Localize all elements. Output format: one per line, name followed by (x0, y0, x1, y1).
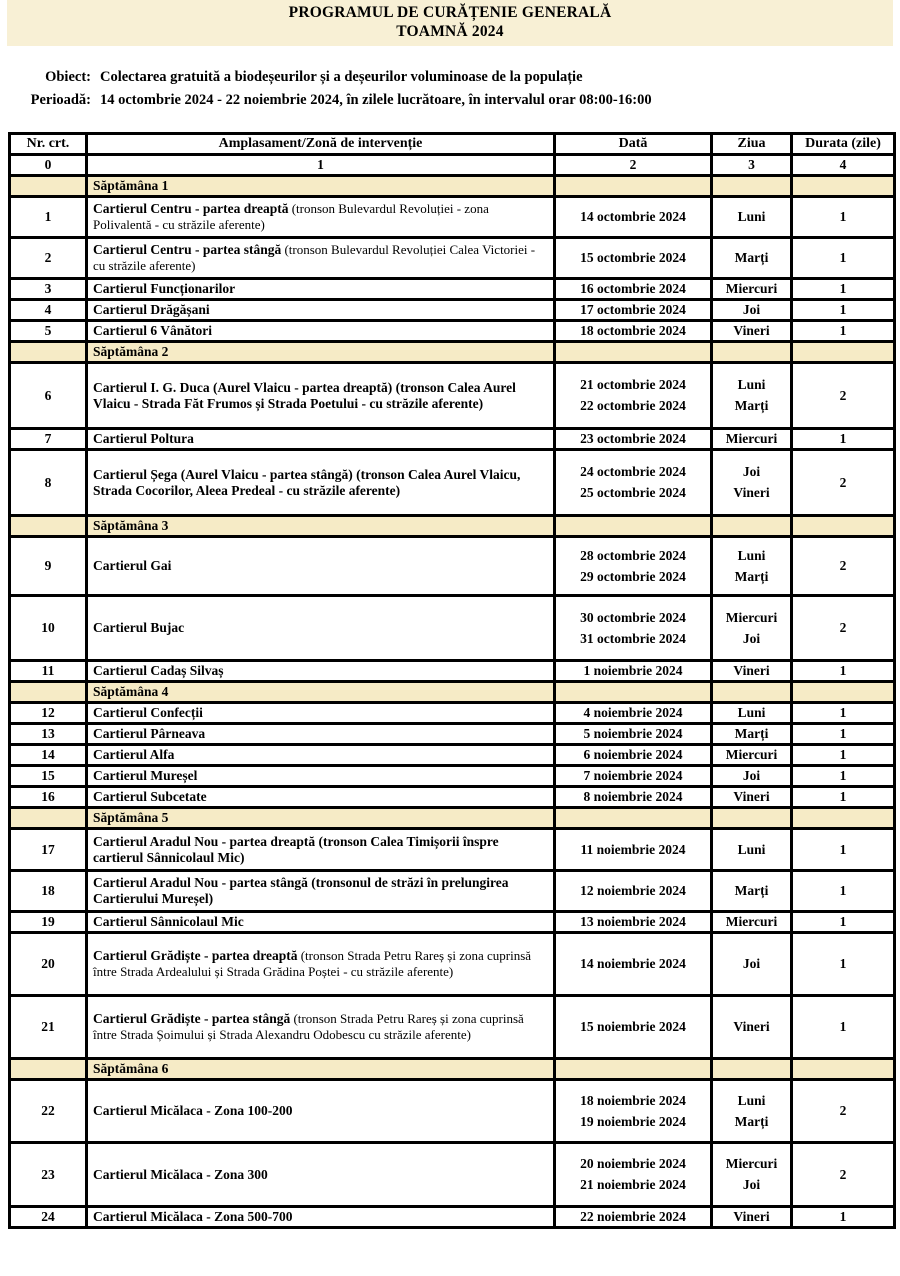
date-value: 22 noiembrie 2024 (580, 1209, 686, 1224)
date-value: 21 octombrie 2024 (580, 377, 686, 392)
row-days (712, 300, 792, 321)
row-days (712, 703, 792, 724)
row-number: 18 (10, 871, 87, 912)
day-value: Joi (742, 768, 761, 783)
schedule-row (10, 661, 895, 682)
schedule-row (10, 450, 895, 516)
date-value: 28 octombrie 2024 (580, 547, 686, 563)
row-amplasament (87, 787, 555, 808)
week-separator-row (10, 176, 895, 197)
date-value: 25 octombrie 2024 (580, 485, 686, 500)
zone-name: Cartierul Drăgășani (93, 302, 210, 317)
date-value: 18 octombrie 2024 (580, 323, 686, 338)
row-days (712, 745, 792, 766)
row-days (712, 238, 792, 279)
day-value: Miercuri (725, 747, 778, 762)
row-number: 11 (10, 661, 87, 682)
week-label: Săptămâna 4 (87, 682, 555, 703)
zone-name: Cartierul Subcetate (93, 789, 207, 804)
day-value: Vineri (733, 1019, 770, 1034)
week-cell-day (712, 808, 792, 829)
row-amplasament (87, 871, 555, 912)
week-cell-durata (792, 342, 895, 363)
row-days (712, 1207, 792, 1228)
row-days (712, 279, 792, 300)
row-number: 4 (10, 300, 87, 321)
row-dates (555, 933, 712, 996)
week-cell-day (712, 682, 792, 703)
zone-detail: (tronson Bulevardul Revoluției Calea Victoriei - cu străzile aferente) (93, 242, 536, 273)
schedule-row (10, 724, 895, 745)
schedule-row (10, 787, 895, 808)
schedule-row (10, 537, 895, 596)
schedule-row (10, 197, 895, 238)
row-number: 9 (10, 537, 87, 596)
schedule-table-body (10, 176, 895, 1228)
week-cell-date (555, 808, 712, 829)
row-amplasament (87, 703, 555, 724)
info-block (7, 66, 893, 112)
row-durata: 1 (792, 703, 895, 724)
row-dates (555, 363, 712, 429)
date-value: 24 octombrie 2024 (580, 464, 686, 479)
week-label: Săptămâna 2 (87, 342, 555, 363)
index-0: 0 (10, 155, 87, 176)
row-durata: 1 (792, 787, 895, 808)
row-amplasament (87, 933, 555, 996)
week-label: Săptămâna 5 (87, 808, 555, 829)
row-number: 21 (10, 996, 87, 1059)
week-label: Săptămâna 1 (87, 176, 555, 197)
zone-name: Cartierul Grădiște - partea stângă (93, 1011, 291, 1026)
zone-name: Cartierul Gai (93, 558, 172, 573)
row-dates (555, 279, 712, 300)
row-number: 19 (10, 912, 87, 933)
schedule-row (10, 596, 895, 661)
date-value: 30 octombrie 2024 (580, 609, 686, 625)
row-amplasament (87, 996, 555, 1059)
week-cell-date (555, 682, 712, 703)
row-dates (555, 724, 712, 745)
week-cell-day (712, 342, 792, 363)
week-cell-day (712, 1059, 792, 1080)
row-dates (555, 238, 712, 279)
row-days (712, 912, 792, 933)
row-amplasament (87, 661, 555, 682)
row-durata: 1 (792, 766, 895, 787)
row-days (712, 724, 792, 745)
week-cell-durata (792, 176, 895, 197)
schedule-row (10, 871, 895, 912)
row-number: 22 (10, 1080, 87, 1143)
date-value: 15 noiembrie 2024 (580, 1019, 686, 1034)
row-days (712, 363, 792, 429)
row-durata: 2 (792, 450, 895, 516)
zone-name: Cartierul Grădiște - partea dreaptă (93, 948, 298, 963)
date-value: 20 noiembrie 2024 (580, 1156, 686, 1171)
date-value: 12 noiembrie 2024 (580, 883, 686, 898)
date-value: 29 octombrie 2024 (580, 568, 686, 584)
week-cell-nr (10, 808, 87, 829)
zone-name: Cartierul Aradul Nou - partea dreaptă (tronson Calea Timișorii înspre cartierul Sânnicolaul Mic) (93, 833, 499, 865)
row-dates (555, 1207, 712, 1228)
day-value: Vineri (733, 1209, 770, 1224)
row-days (712, 1143, 792, 1207)
day-value: Vineri (733, 789, 770, 804)
row-durata: 1 (792, 871, 895, 912)
row-dates (555, 596, 712, 661)
row-amplasament (87, 1207, 555, 1228)
date-value: 14 octombrie 2024 (580, 209, 686, 224)
row-amplasament (87, 1080, 555, 1143)
index-2: 2 (555, 155, 712, 176)
zone-detail: (tronson Strada Petru Rareș și zona cuprinsă între Strada Ardealului și Strada Grădina Poștei - cu străzile aferente) (93, 948, 532, 979)
obiect-value: Colectarea gratuită a biodeșeurilor și a deșeurilor voluminoase de la populație (100, 69, 583, 85)
row-dates (555, 745, 712, 766)
index-1: 1 (87, 155, 555, 176)
week-label: Săptămâna 6 (87, 1059, 555, 1080)
row-amplasament (87, 363, 555, 429)
day-value: Miercuri (725, 281, 778, 296)
day-value: Miercuri (725, 609, 778, 625)
row-dates (555, 1143, 712, 1207)
row-number: 13 (10, 724, 87, 745)
row-number: 8 (10, 450, 87, 516)
zone-name: Cartierul Centru - partea stângă (93, 242, 282, 257)
zone-name: Cartierul Funcționarilor (93, 281, 236, 296)
row-number: 23 (10, 1143, 87, 1207)
date-value: 17 octombrie 2024 (580, 302, 686, 317)
header-durata: Durata (zile) (792, 134, 895, 155)
row-durata: 1 (792, 745, 895, 766)
zone-name: Cartierul Șega (Aurel Vlaicu - partea stângă) (tronson Calea Aurel Vlaicu, Strada Cocorilor, Aleea Predeal - cu străzile aferente) (93, 466, 521, 498)
schedule-row (10, 703, 895, 724)
zone-name: Cartierul Mureșel (93, 768, 198, 783)
week-cell-date (555, 1059, 712, 1080)
row-dates (555, 321, 712, 342)
week-cell-nr (10, 516, 87, 537)
perioada-row (7, 89, 893, 112)
row-days (712, 829, 792, 871)
week-cell-nr (10, 682, 87, 703)
date-value: 4 noiembrie 2024 (583, 705, 683, 720)
cleaning-schedule-table (8, 132, 896, 1229)
obiect-row (7, 66, 893, 89)
row-dates (555, 871, 712, 912)
day-value: Luni (737, 705, 766, 720)
date-value: 11 noiembrie 2024 (580, 841, 686, 857)
perioada-label: Perioadă: (30, 92, 91, 108)
schedule-row (10, 996, 895, 1059)
row-days (712, 197, 792, 238)
date-value: 5 noiembrie 2024 (583, 726, 683, 741)
day-value: Miercuri (725, 1156, 778, 1171)
week-cell-nr (10, 342, 87, 363)
date-value: 15 octombrie 2024 (580, 250, 686, 265)
zone-name: Cartierul Micălaca - Zona 500-700 (93, 1209, 293, 1224)
week-cell-date (555, 516, 712, 537)
day-value: Vineri (733, 485, 770, 500)
row-days (712, 661, 792, 682)
date-value: 16 octombrie 2024 (580, 281, 686, 296)
zone-detail: (tronson Bulevardul Revoluției - zona Polivalentă - cu străzile aferente) (93, 201, 489, 232)
zone-name: Cartierul Micălaca - Zona 100-200 (93, 1103, 293, 1118)
row-number: 16 (10, 787, 87, 808)
date-value: 1 noiembrie 2024 (583, 663, 683, 678)
row-durata: 1 (792, 321, 895, 342)
row-dates (555, 661, 712, 682)
row-amplasament (87, 766, 555, 787)
schedule-row (10, 238, 895, 279)
row-amplasament (87, 279, 555, 300)
zone-name: Cartierul Aradul Nou - partea stângă (tronsonul de străzi în prelungirea Cartierului Mureșel) (93, 875, 509, 906)
week-cell-day (712, 516, 792, 537)
row-durata: 1 (792, 912, 895, 933)
header-nr-crt: Nr. crt. (10, 134, 87, 155)
zone-name: Cartierul Sânnicolaul Mic (93, 914, 244, 929)
row-number: 17 (10, 829, 87, 871)
row-durata: 1 (792, 238, 895, 279)
date-value: 23 octombrie 2024 (580, 431, 686, 446)
row-dates (555, 300, 712, 321)
date-value: 14 noiembrie 2024 (580, 956, 686, 971)
row-durata: 1 (792, 429, 895, 450)
row-dates (555, 537, 712, 596)
date-value: 18 noiembrie 2024 (580, 1092, 686, 1108)
row-days (712, 766, 792, 787)
row-durata: 1 (792, 996, 895, 1059)
row-durata: 1 (792, 661, 895, 682)
index-3: 3 (712, 155, 792, 176)
row-number: 12 (10, 703, 87, 724)
row-dates (555, 766, 712, 787)
row-number: 6 (10, 363, 87, 429)
row-durata: 1 (792, 1207, 895, 1228)
row-amplasament (87, 596, 555, 661)
row-days (712, 996, 792, 1059)
row-amplasament (87, 429, 555, 450)
row-number: 15 (10, 766, 87, 787)
day-value: Joi (742, 464, 761, 479)
schedule-row (10, 745, 895, 766)
row-durata: 1 (792, 829, 895, 871)
schedule-row (10, 363, 895, 429)
row-amplasament (87, 829, 555, 871)
perioada-value: 14 octombrie 2024 - 22 noiembrie 2024, în zilele lucrătoare, în intervalul orar 08:00-16:00 (100, 92, 652, 108)
row-amplasament (87, 745, 555, 766)
date-value: 19 noiembrie 2024 (580, 1113, 686, 1129)
week-cell-durata (792, 1059, 895, 1080)
row-durata: 2 (792, 1143, 895, 1207)
row-durata: 2 (792, 363, 895, 429)
column-index-row (10, 155, 895, 176)
week-cell-date (555, 342, 712, 363)
header-amplasament: Amplasament/Zonă de intervenție (87, 134, 555, 155)
date-value: 22 octombrie 2024 (580, 398, 686, 413)
date-value: 8 noiembrie 2024 (583, 789, 683, 804)
week-separator-row (10, 342, 895, 363)
day-value: Luni (737, 209, 766, 224)
row-durata: 2 (792, 1080, 895, 1143)
zone-name: Cartierul Pârneava (93, 726, 206, 741)
row-dates (555, 429, 712, 450)
row-durata: 1 (792, 197, 895, 238)
zone-name: Cartierul Cadaș Silvaș (93, 663, 224, 678)
day-value: Miercuri (725, 914, 778, 929)
row-days (712, 933, 792, 996)
week-cell-durata (792, 808, 895, 829)
row-durata: 1 (792, 300, 895, 321)
schedule-row (10, 829, 895, 871)
zone-name: Cartierul Confecții (93, 705, 203, 720)
schedule-row (10, 1207, 895, 1228)
day-value: Luni (737, 547, 766, 563)
day-value: Luni (737, 377, 766, 392)
row-dates (555, 912, 712, 933)
row-days (712, 537, 792, 596)
day-value: Luni (737, 841, 766, 857)
row-number: 1 (10, 197, 87, 238)
row-durata: 1 (792, 279, 895, 300)
date-value: 13 noiembrie 2024 (580, 914, 686, 929)
row-number: 20 (10, 933, 87, 996)
row-number: 2 (10, 238, 87, 279)
week-cell-nr (10, 1059, 87, 1080)
row-amplasament (87, 1143, 555, 1207)
zone-name: Cartierul I. G. Duca (Aurel Vlaicu - partea dreaptă) (tronson Calea Aurel Vlaicu - Strada Făt Frumos și Strada Poetului - cu străzile aferente) (93, 379, 516, 411)
week-separator-row (10, 682, 895, 703)
day-value: Marți (734, 1113, 769, 1129)
row-dates (555, 829, 712, 871)
row-number: 14 (10, 745, 87, 766)
day-value: Marți (734, 883, 769, 898)
row-durata: 1 (792, 933, 895, 996)
title-band (7, 0, 893, 46)
date-value: 31 octombrie 2024 (580, 630, 686, 646)
schedule-row (10, 300, 895, 321)
week-separator-row (10, 1059, 895, 1080)
row-dates (555, 1080, 712, 1143)
row-number: 10 (10, 596, 87, 661)
week-separator-row (10, 808, 895, 829)
header-ziua: Ziua (712, 134, 792, 155)
week-cell-nr (10, 176, 87, 197)
day-value: Luni (737, 1092, 766, 1108)
row-dates (555, 996, 712, 1059)
day-value: Marți (734, 398, 769, 413)
index-4: 4 (792, 155, 895, 176)
row-amplasament (87, 197, 555, 238)
week-cell-day (712, 176, 792, 197)
row-number: 5 (10, 321, 87, 342)
day-value: Marți (734, 568, 769, 584)
day-value: Marți (734, 250, 769, 265)
row-amplasament (87, 537, 555, 596)
week-label: Săptămâna 3 (87, 516, 555, 537)
date-value: 7 noiembrie 2024 (583, 768, 683, 783)
schedule-row (10, 1080, 895, 1143)
document-title-line1: PROGRAMUL DE CURĂȚENIE GENERALĂ (288, 4, 612, 21)
schedule-row (10, 766, 895, 787)
day-value: Marți (734, 726, 769, 741)
zone-name: Cartierul 6 Vânători (93, 323, 212, 338)
schedule-row (10, 321, 895, 342)
table-header-row (10, 134, 895, 155)
row-number: 24 (10, 1207, 87, 1228)
zone-name: Cartierul Bujac (93, 620, 185, 635)
day-value: Vineri (733, 663, 770, 678)
zone-name: Cartierul Micălaca - Zona 300 (93, 1166, 268, 1182)
row-amplasament (87, 724, 555, 745)
row-days (712, 787, 792, 808)
row-durata: 1 (792, 724, 895, 745)
row-dates (555, 703, 712, 724)
row-days (712, 450, 792, 516)
schedule-row (10, 279, 895, 300)
week-cell-date (555, 176, 712, 197)
day-value: Joi (742, 630, 761, 646)
date-value: 6 noiembrie 2024 (583, 747, 683, 762)
row-amplasament (87, 321, 555, 342)
row-dates (555, 787, 712, 808)
row-days (712, 596, 792, 661)
zone-name: Cartierul Centru - partea dreaptă (93, 201, 289, 216)
date-value: 21 noiembrie 2024 (580, 1177, 686, 1192)
row-amplasament (87, 300, 555, 321)
row-durata: 2 (792, 537, 895, 596)
header-data: Dată (555, 134, 712, 155)
zone-name: Cartierul Poltura (93, 431, 194, 446)
day-value: Joi (742, 956, 761, 971)
week-cell-durata (792, 682, 895, 703)
day-value: Miercuri (725, 431, 778, 446)
schedule-row (10, 1143, 895, 1207)
row-days (712, 1080, 792, 1143)
schedule-row (10, 933, 895, 996)
week-separator-row (10, 516, 895, 537)
schedule-row (10, 429, 895, 450)
row-amplasament (87, 238, 555, 279)
row-number: 3 (10, 279, 87, 300)
schedule-row (10, 912, 895, 933)
day-value: Joi (742, 1177, 761, 1192)
day-value: Vineri (733, 323, 770, 338)
row-days (712, 429, 792, 450)
row-dates (555, 450, 712, 516)
row-amplasament (87, 450, 555, 516)
day-value: Joi (742, 302, 761, 317)
obiect-label: Obiect: (45, 69, 91, 85)
row-days (712, 321, 792, 342)
zone-name: Cartierul Alfa (93, 747, 175, 762)
row-amplasament (87, 912, 555, 933)
row-days (712, 871, 792, 912)
row-number: 7 (10, 429, 87, 450)
row-dates (555, 197, 712, 238)
document-title-line2: TOAMNĂ 2024 (396, 23, 504, 40)
zone-detail: (tronson Strada Petru Rareș și zona cuprinsă între Strada Șoimului și Strada Alexandru Odobescu cu străzile aferente) (93, 1011, 524, 1042)
week-cell-durata (792, 516, 895, 537)
row-durata: 2 (792, 596, 895, 661)
